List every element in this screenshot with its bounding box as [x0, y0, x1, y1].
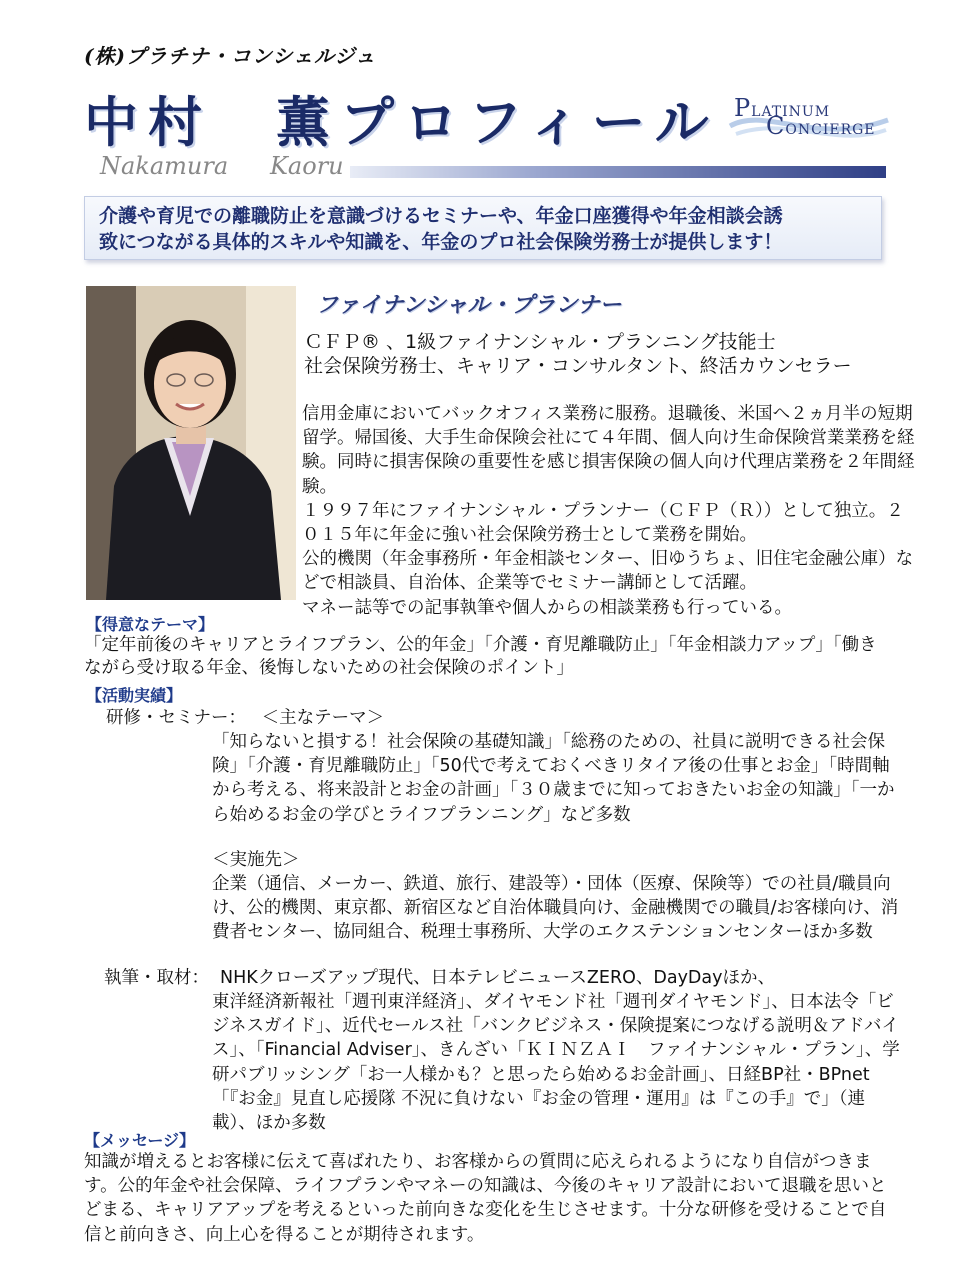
romaji-given-name: Kaoru: [270, 152, 344, 180]
banner-line-2: 致につながる具体的スキルや知識を、年金のプロ社会保険労務士が提供します！: [99, 231, 783, 253]
bio-paragraph-4: マネー誌等での記事執筆や個人からの相談業務も行っている。: [302, 597, 792, 618]
logo-line-1: PLATINUM: [734, 94, 831, 122]
biography: [302, 402, 916, 620]
portrait-illustration: [86, 286, 296, 600]
intro-banner: [84, 196, 882, 260]
seminar-themes: 「知らないと損する！社会保険の基礎知識」「総務のための、社員に説明できる社会保険」「介護・育児離職防止」「50代で考えておくべきリタイア後の仕事とお金」「時間軸から考える、将来設計とお金の計画」「３０歳までに知っておきたいお金の知識」「一から始めるお金の学びとライフプランニング」など多数: [212, 732, 895, 825]
activities-heading: 【活動実績】: [86, 686, 183, 705]
role-title: ファイナンシャル・プランナー: [316, 292, 622, 318]
message-text: 知識が増えるとお客様に伝えて喜ばれたり、お客様からの質問に応えられるようになり自信がつきます。公的年金や社会保障、ライフプランやマネーの知識は、今後のキャリア設計において退職を思いとどまる、キャリアアップを考えるといった前向きな変化を生じさせます。十分な研修を受けることで自信と前向きさ、向上心を得ることが期待されます。: [84, 1152, 887, 1245]
qualification-line-2: 社会保険労務士、キャリア・コンサルタント、終活カウンセラー: [304, 355, 852, 377]
page-title: 中村 薫プロフィール: [84, 90, 719, 154]
media-label: 執筆・取材：: [104, 968, 209, 988]
banner-line-1: 介護や育児での離職防止を意識づけるセミナーや、年金口座獲得や年金相談会誘: [99, 205, 783, 227]
seminar-theme-label: ＜主なテーマ＞: [261, 708, 385, 728]
qualifications: [304, 330, 852, 378]
bio-paragraph-1: 信用金庫においてバックオフィス業務に服務。退職後、米国へ２ヵ月半の短期留学。帰国後、大手生命保険会社にて４年間、個人向け生命保険営業業務を経験。同時に損害保険の重要性を感じ損害保険の個人向け代理店業務を２年間経験。: [302, 404, 915, 497]
company-name: (株)プラチナ・コンシェルジュ: [84, 44, 377, 68]
platinum-concierge-logo: [726, 86, 892, 148]
romaji-family-name: Nakamura: [100, 152, 229, 180]
themes-text: 「定年前後のキャリアとライフプラン、公的年金」「介護・育児離職防止」「年金相談力アップ」「働きながら受け取る年金、後悔しないための社会保険のポイント」: [84, 635, 877, 678]
bio-paragraph-3: 公的機関（年金事務所・年金相談センター、旧ゆうちょ、旧住宅金融公庫）などで相談員、自治体、企業等でセミナー講師として活躍。: [302, 549, 914, 594]
media-first-line: NHKクローズアップ現代、日本テレビニュースZERO、DayDayほか、: [220, 968, 775, 988]
media-list: 東洋経済新報社「週刊東洋経済」、ダイヤモンド社「週刊ダイヤモンド」、日本法令「ビジネスガイド」、近代セールス社「バンクビジネス・保険提案につなげる説明＆アドバイス」、「Financial Adviser」、きんざい「ＫＩＮＺＡＩ ファイナンシャル・プラン」、学研パブリッシング「お一人様かも？と思ったら始めるお金計画」、日経BP社・BPnet「『お金』見直し応援隊 不況に負けない『お金の管理・運用』は『この手』で」（連載）、ほか多数: [212, 992, 900, 1134]
qualification-line-1: ＣＦＰ® 、1級ファイナンシャル・プランニング技能士: [304, 331, 776, 353]
seminar-venues: 企業（通信、メーカー、鉄道、旅行、建設等）・団体（医療、保険等）での社員/職員向け、公的機関、東京都、新宿区など自治体職員向け、金融機関での職員/お客様向け、消費者センター、協同組合、税理士事務所、大学のエクステンションセンターほか多数: [212, 874, 899, 943]
bio-paragraph-2: １９９７年にファイナンシャル・プランナー（ＣＦＰ（Ｒ））として独立。２０１５年に年金に強い社会保険労務士として業務を開始。: [302, 500, 904, 546]
venue-label: ＜実施先＞: [212, 850, 300, 870]
header-gradient-bar: [350, 166, 886, 178]
portrait-photo: [86, 286, 296, 600]
seminar-label: 研修・セミナー：: [106, 708, 246, 728]
themes-heading: 【得意なテーマ】: [86, 615, 215, 634]
seminar-label-row: [106, 706, 384, 730]
logo-line-2: CONCIERGE: [766, 112, 876, 140]
message-heading: 【メッセージ】: [84, 1131, 196, 1150]
